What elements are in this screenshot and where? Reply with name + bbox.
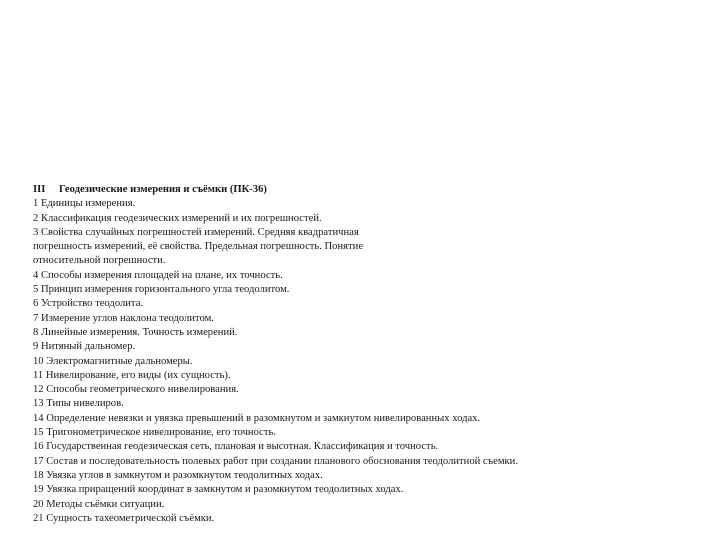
list-item: 21 Сущность тахеометрической съёмки. — [33, 512, 215, 524]
list-item: 15 Тригонометрическое нивелирование, его точность. — [33, 427, 276, 439]
list-item: 1 Единицы измерения. — [33, 198, 136, 210]
list-item-continuation: относительной погрешности. — [33, 255, 166, 267]
list-item: 10 Электромагнитные дальномеры. — [33, 355, 193, 367]
list-item-continuation: погрешность измерений, её свойства. Предельная погрешность. Понятие — [33, 241, 364, 253]
list-item: 18 Увязка углов в замкнутом и разомкнутом теодолитных ходах. — [33, 469, 323, 481]
list-item: 11 Нивелирование, его виды (их сущность). — [33, 369, 231, 381]
list-item: 14 Определение невязки и увязка превышений в разомкнутом и замкнутом нивелированных ходах. — [33, 412, 481, 424]
section-number: III — [33, 184, 46, 195]
list-item: 4 Способы измерения площадей на плане, их точность. — [33, 269, 283, 281]
list-item: 9 Нитяный дальномер. — [33, 341, 136, 353]
list-item: 20 Методы съёмки ситуации. — [33, 498, 165, 510]
list-item: 7 Измерение углов наклона теодолитом. — [33, 312, 214, 324]
list-item: 2 Классификация геодезических измерений и их погрешностей. — [33, 212, 322, 224]
list-item: 12 Способы геометрического нивелирования. — [33, 384, 239, 396]
section-heading — [33, 183, 653, 197]
list-item: 3 Свойства случайных погрешностей измерений. Средняя квадратичная — [33, 226, 359, 238]
list-item: 5 Принцип измерения горизонтального угла теодолитом. — [33, 284, 290, 296]
list-item: 19 Увязка приращений координат в замкнутом и разомкнутом теодолитных ходах. — [33, 484, 404, 496]
document-body — [33, 183, 653, 526]
list-item: 17 Состав и последовательность полевых работ при создании планового обоснования теодолитной съемки. — [33, 455, 518, 467]
list-item: 8 Линейные измерения. Точность измерений. — [33, 326, 238, 338]
section-title: Геодезические измерения и съёмки (ПК-36) — [59, 184, 267, 195]
list-item: 6 Устройство теодолита. — [33, 298, 144, 310]
list-item: 13 Типы нивелиров. — [33, 398, 124, 410]
list-item: 16 Государственная геодезическая сеть, плановая и высотная. Классификация и точность. — [33, 441, 439, 453]
